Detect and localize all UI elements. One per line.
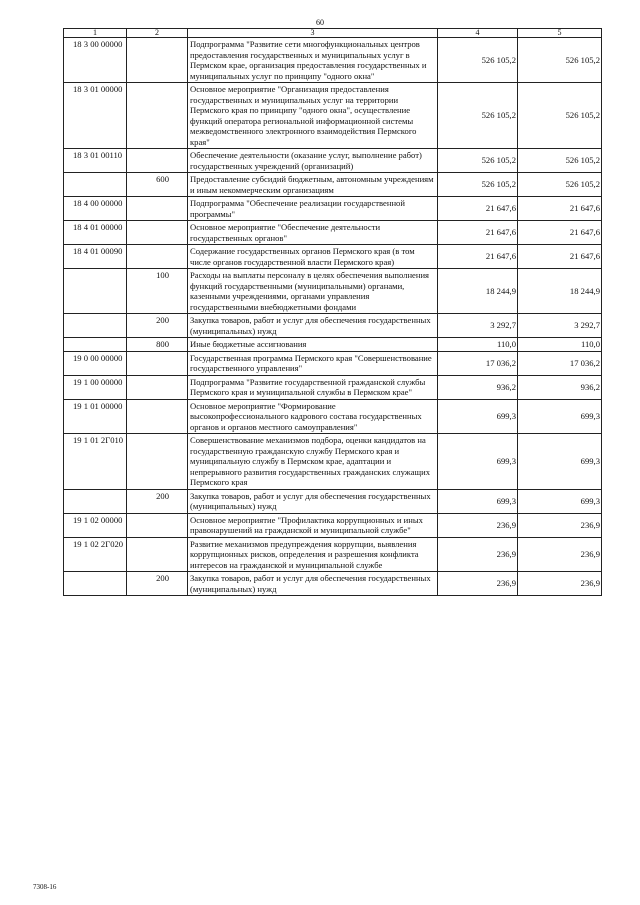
- row-expense-type: [127, 434, 188, 490]
- row-name: Закупка товаров, работ и услуг для обеспечения государственных (муниципальных) нужд: [188, 314, 438, 338]
- table-row: [64, 314, 602, 338]
- header-cell-3: 3: [188, 29, 438, 38]
- row-value-col4: 699,3: [438, 434, 518, 490]
- row-value-col4: 236,9: [438, 572, 518, 596]
- row-value-col5: 526 105,2: [518, 83, 602, 149]
- row-name: Обеспечение деятельности (оказание услуг, выполнение работ) государственных учреждений (организаций): [188, 149, 438, 173]
- row-value-col5: 21 647,6: [518, 197, 602, 221]
- table-row: [64, 375, 602, 399]
- row-value-col5: 236,9: [518, 572, 602, 596]
- table-row: [64, 83, 602, 149]
- row-value-col5: 236,9: [518, 537, 602, 572]
- row-code: [64, 338, 127, 352]
- row-code: 18 4 01 00000: [64, 221, 127, 245]
- header-cell-5: 5: [518, 29, 602, 38]
- row-expense-type: [127, 149, 188, 173]
- row-name: Иные бюджетные ассигнования: [188, 338, 438, 352]
- row-name: Закупка товаров, работ и услуг для обеспечения государственных (муниципальных) нужд: [188, 572, 438, 596]
- row-name: Закупка товаров, работ и услуг для обеспечения государственных (муниципальных) нужд: [188, 489, 438, 513]
- row-value-col4: 21 647,6: [438, 245, 518, 269]
- row-code: 18 3 01 00000: [64, 83, 127, 149]
- table-row: [64, 149, 602, 173]
- row-value-col5: 526 105,2: [518, 173, 602, 197]
- row-value-col5: 18 244,9: [518, 269, 602, 314]
- row-value-col4: 17 036,2: [438, 351, 518, 375]
- header-row: [64, 29, 602, 38]
- row-value-col4: 110,0: [438, 338, 518, 352]
- budget-table: [63, 28, 602, 596]
- table-row: [64, 269, 602, 314]
- row-code: 18 4 00 00000: [64, 197, 127, 221]
- row-name: Расходы на выплаты персоналу в целях обеспечения выполнения функций государственными (муниципальными) органами, казенными учреждениями, органами управления государственными внебюджетными фондами: [188, 269, 438, 314]
- table-row: [64, 513, 602, 537]
- table-row: [64, 351, 602, 375]
- row-expense-type: [127, 399, 188, 434]
- row-expense-type: 200: [127, 572, 188, 596]
- row-expense-type: [127, 245, 188, 269]
- row-expense-type: [127, 351, 188, 375]
- row-value-col4: 21 647,6: [438, 197, 518, 221]
- row-value-col5: 699,3: [518, 489, 602, 513]
- row-code: 18 4 01 00090: [64, 245, 127, 269]
- row-value-col4: 3 292,7: [438, 314, 518, 338]
- row-value-col4: 936,2: [438, 375, 518, 399]
- row-name: Развитие механизмов предупреждения коррупции, выявления коррупционных рисков, определения и разрешения конфликта интересов на гражданской и муниципальной службе: [188, 537, 438, 572]
- row-expense-type: [127, 513, 188, 537]
- table-row: [64, 245, 602, 269]
- row-value-col5: 526 105,2: [518, 38, 602, 83]
- row-value-col4: 699,3: [438, 399, 518, 434]
- row-code: 19 1 02 2Г020: [64, 537, 127, 572]
- row-value-col5: 936,2: [518, 375, 602, 399]
- row-value-col4: 526 105,2: [438, 173, 518, 197]
- row-name: Основное мероприятие "Организация предоставления государственных и муниципальных услуг на территории Пермского края по принципу "одного окна", осуществление функций оператора региональной информационной системы межведомственного электронного взаимодействия Пермского края": [188, 83, 438, 149]
- document-footer-code: 7308-16: [33, 883, 57, 891]
- row-value-col4: 236,9: [438, 537, 518, 572]
- row-name: Подпрограмма "Развитие сети многофункциональных центров предоставления государственных и муниципальных услуг в Пермском крае, организация предоставления государственных и муниципальных услуг по принципу "одного окна": [188, 38, 438, 83]
- row-value-col4: 236,9: [438, 513, 518, 537]
- row-name: Совершенствование механизмов подбора, оценки кандидатов на государственную гражданскую службу Пермского края и муниципальную службу в Пермском крае, адаптации и непрерывного развития государственных гражданских служащих Пермского края: [188, 434, 438, 490]
- row-name: Подпрограмма "Развитие государственной гражданской службы Пермского края и муниципальной службы в Пермском крае": [188, 375, 438, 399]
- row-name: Основное мероприятие "Формирование высокопрофессионального кадрового состава государственных органов и органов местного самоуправления": [188, 399, 438, 434]
- table-row: [64, 399, 602, 434]
- table-row: [64, 38, 602, 83]
- table-row: [64, 173, 602, 197]
- row-code: [64, 269, 127, 314]
- row-code: 18 3 00 00000: [64, 38, 127, 83]
- row-expense-type: [127, 375, 188, 399]
- row-value-col5: 21 647,6: [518, 245, 602, 269]
- row-value-col4: 526 105,2: [438, 83, 518, 149]
- row-name: Предоставление субсидий бюджетным, автономным учреждениям и иным некоммерческим организациям: [188, 173, 438, 197]
- page-number: 60: [316, 18, 324, 27]
- table-row: [64, 572, 602, 596]
- table-row: [64, 537, 602, 572]
- row-expense-type: [127, 197, 188, 221]
- header-cell-2: 2: [127, 29, 188, 38]
- row-code: 19 1 00 00000: [64, 375, 127, 399]
- row-expense-type: [127, 83, 188, 149]
- row-expense-type: 100: [127, 269, 188, 314]
- row-value-col5: 17 036,2: [518, 351, 602, 375]
- row-code: 18 3 01 00110: [64, 149, 127, 173]
- row-value-col5: 699,3: [518, 434, 602, 490]
- row-name: Основное мероприятие "Профилактика коррупционных и иных правонарушений на гражданской и муниципальной службе": [188, 513, 438, 537]
- row-expense-type: 200: [127, 489, 188, 513]
- row-value-col4: 526 105,2: [438, 149, 518, 173]
- row-name: Подпрограмма "Обеспечение реализации государственной программы": [188, 197, 438, 221]
- row-expense-type: [127, 537, 188, 572]
- table-row: [64, 434, 602, 490]
- row-value-col5: 699,3: [518, 399, 602, 434]
- row-code: 19 1 01 00000: [64, 399, 127, 434]
- row-value-col4: 21 647,6: [438, 221, 518, 245]
- row-expense-type: 600: [127, 173, 188, 197]
- row-code: [64, 173, 127, 197]
- row-code: 19 1 02 00000: [64, 513, 127, 537]
- row-name: Содержание государственных органов Пермского края (в том числе органов государственной власти Пермского края): [188, 245, 438, 269]
- row-expense-type: 200: [127, 314, 188, 338]
- table-row: [64, 489, 602, 513]
- row-expense-type: 800: [127, 338, 188, 352]
- row-value-col4: 526 105,2: [438, 38, 518, 83]
- row-value-col5: 110,0: [518, 338, 602, 352]
- header-cell-1: 1: [64, 29, 127, 38]
- row-expense-type: [127, 38, 188, 83]
- row-name: Основное мероприятие "Обеспечение деятельности государственных органов": [188, 221, 438, 245]
- row-code: [64, 572, 127, 596]
- row-code: [64, 314, 127, 338]
- row-code: [64, 489, 127, 513]
- row-value-col4: 18 244,9: [438, 269, 518, 314]
- header-cell-4: 4: [438, 29, 518, 38]
- row-value-col5: 236,9: [518, 513, 602, 537]
- row-value-col5: 526 105,2: [518, 149, 602, 173]
- row-code: 19 1 01 2Г010: [64, 434, 127, 490]
- row-value-col4: 699,3: [438, 489, 518, 513]
- table-row: [64, 197, 602, 221]
- row-name: Государственная программа Пермского края "Совершенствование государственного управления": [188, 351, 438, 375]
- row-code: 19 0 00 00000: [64, 351, 127, 375]
- table-row: [64, 221, 602, 245]
- row-value-col5: 21 647,6: [518, 221, 602, 245]
- table-row: [64, 338, 602, 352]
- row-expense-type: [127, 221, 188, 245]
- row-value-col5: 3 292,7: [518, 314, 602, 338]
